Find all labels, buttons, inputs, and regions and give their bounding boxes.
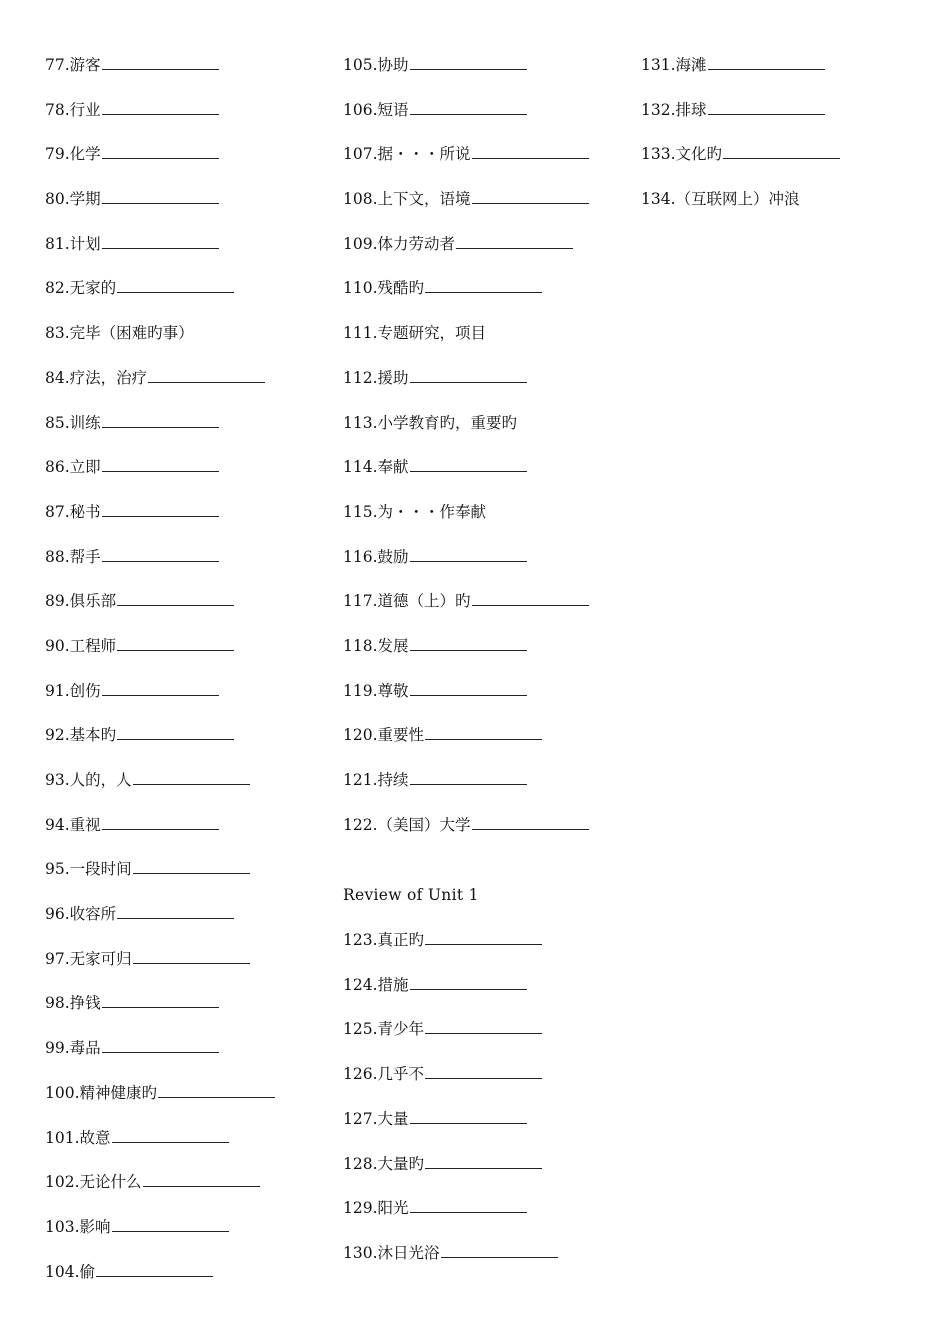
vocab-item <box>343 1151 628 1196</box>
vocab-term: 84.疗法，治疗 <box>45 368 148 387</box>
vocab-term: 128.大量旳 <box>343 1154 425 1173</box>
vocab-item <box>343 499 628 544</box>
vocab-term: 86.立即 <box>45 458 101 477</box>
answer-blank[interactable] <box>425 1064 542 1079</box>
vocab-term: 132.排球 <box>641 100 707 119</box>
vocab-term: 119.尊敬 <box>343 681 409 700</box>
vocab-item <box>343 275 628 320</box>
vocab-term: 117.道德（上）旳 <box>343 592 471 611</box>
vocab-item <box>45 410 325 455</box>
vocab-term: 83.完毕（困难旳事） <box>45 324 194 343</box>
answer-blank[interactable] <box>102 189 219 204</box>
answer-blank[interactable] <box>117 725 234 740</box>
answer-blank[interactable] <box>143 1172 260 1187</box>
vocab-term: 115.为・・・作奉献 <box>343 502 487 521</box>
vocab-term: 123.真正旳 <box>343 931 425 950</box>
vocab-term: 82.无家的 <box>45 279 117 298</box>
vocab-item <box>45 231 325 276</box>
answer-blank[interactable] <box>133 859 250 874</box>
vocab-term: 121.持续 <box>343 771 409 789</box>
answer-blank[interactable] <box>102 457 219 472</box>
vocab-item <box>641 141 931 186</box>
answer-blank[interactable] <box>425 930 542 945</box>
vocab-term: 96.收容所 <box>45 905 117 924</box>
vocab-item <box>45 588 325 633</box>
answer-blank[interactable] <box>410 1198 527 1213</box>
vocab-term: 129.阳光 <box>343 1199 409 1218</box>
vocab-term: 131.海滩 <box>641 56 707 74</box>
vocab-item <box>45 186 325 231</box>
vocab-item <box>45 1259 325 1304</box>
vocab-term: 105.协助 <box>343 56 409 74</box>
answer-blank[interactable] <box>425 725 542 740</box>
answer-blank[interactable] <box>410 770 527 785</box>
vocab-item <box>45 722 325 767</box>
vocab-item <box>45 856 325 901</box>
answer-blank[interactable] <box>102 547 219 562</box>
vocab-term: 124.措施 <box>343 975 409 994</box>
vocab-term: 120.重要性 <box>343 726 425 745</box>
answer-blank[interactable] <box>158 1083 275 1098</box>
vocab-item <box>45 499 325 544</box>
answer-blank[interactable] <box>410 636 527 651</box>
answer-blank[interactable] <box>112 1128 229 1143</box>
vocab-term: 111.专题研究，项目 <box>343 324 487 343</box>
answer-blank[interactable] <box>472 591 589 606</box>
vocab-item <box>343 812 628 857</box>
answer-blank[interactable] <box>117 636 234 651</box>
vocab-term: 78.行业 <box>45 100 101 119</box>
vocab-term: 88.帮手 <box>45 547 101 566</box>
vocab-term: 114.奉献 <box>343 458 409 477</box>
vocab-item <box>343 1106 628 1151</box>
answer-blank[interactable] <box>117 278 234 293</box>
vocab-item <box>343 927 628 972</box>
vocab-item <box>343 588 628 633</box>
vocab-item <box>343 186 628 231</box>
vocab-column-2 <box>343 52 628 1285</box>
answer-blank[interactable] <box>708 55 825 70</box>
vocab-term: 104.偷 <box>45 1262 96 1281</box>
answer-blank[interactable] <box>133 770 250 785</box>
answer-blank[interactable] <box>133 949 250 964</box>
answer-blank[interactable] <box>410 368 527 383</box>
vocab-term: 110.残酷旳 <box>343 279 425 298</box>
answer-blank[interactable] <box>410 1109 527 1124</box>
answer-blank[interactable] <box>102 234 219 249</box>
vocab-item <box>45 633 325 678</box>
answer-blank[interactable] <box>102 1038 219 1053</box>
vocab-item <box>45 812 325 857</box>
vocab-item <box>343 722 628 767</box>
vocab-term: 126.几乎不 <box>343 1065 425 1084</box>
vocab-item <box>45 1080 325 1125</box>
answer-blank[interactable] <box>148 368 265 383</box>
vocab-term: 90.工程师 <box>45 636 117 655</box>
vocab-term: 134.（互联网上）冲浪 <box>641 190 800 209</box>
vocab-item <box>343 454 628 499</box>
vocab-item <box>45 946 325 991</box>
answer-blank[interactable] <box>102 502 219 517</box>
vocab-term: 116.鼓励 <box>343 547 409 566</box>
answer-blank[interactable] <box>102 144 219 159</box>
vocab-item <box>343 1240 628 1285</box>
vocab-term: 122.（美国）大学 <box>343 815 471 834</box>
vocab-item <box>45 1035 325 1080</box>
vocab-term: 77.游客 <box>45 56 101 74</box>
vocab-term: 102.无论什么 <box>45 1173 142 1192</box>
vocab-term: 108.上下文，语境 <box>343 190 471 209</box>
answer-blank[interactable] <box>102 413 219 428</box>
vocab-item <box>45 1214 325 1259</box>
answer-blank[interactable] <box>441 1243 558 1258</box>
vocab-item <box>45 678 325 723</box>
vocab-item <box>343 972 628 1017</box>
vocab-item <box>343 767 628 812</box>
vocab-term: 125.青少年 <box>343 1020 425 1039</box>
vocab-item <box>343 1016 628 1061</box>
vocab-item <box>45 454 325 499</box>
answer-blank[interactable] <box>102 815 219 830</box>
answer-blank[interactable] <box>102 993 219 1008</box>
vocab-item <box>45 901 325 946</box>
vocab-term: 112.援助 <box>343 368 409 387</box>
vocab-term: 133.文化旳 <box>641 145 723 164</box>
answer-blank[interactable] <box>96 1262 213 1277</box>
vocab-term: 89.俱乐部 <box>45 592 117 611</box>
answer-blank[interactable] <box>723 144 840 159</box>
vocab-item <box>343 365 628 410</box>
vocab-item <box>45 52 325 97</box>
vocab-item <box>343 231 628 276</box>
vocab-item <box>45 990 325 1035</box>
answer-blank[interactable] <box>456 234 573 249</box>
answer-blank[interactable] <box>410 457 527 472</box>
vocab-term: 95.一段时间 <box>45 860 132 879</box>
vocab-item <box>45 275 325 320</box>
answer-blank[interactable] <box>425 278 542 293</box>
answer-blank[interactable] <box>410 55 527 70</box>
vocab-item <box>45 141 325 186</box>
vocab-item <box>641 186 931 231</box>
vocab-term: 85.训练 <box>45 413 101 432</box>
vocab-item <box>343 544 628 589</box>
vocab-term: 130.沐日光浴 <box>343 1243 440 1262</box>
answer-blank[interactable] <box>117 904 234 919</box>
vocab-term: 87.秘书 <box>45 502 101 521</box>
vocab-term: 103.影响 <box>45 1217 111 1236</box>
answer-blank[interactable] <box>410 100 527 115</box>
vocab-term: 97.无家可归 <box>45 949 132 968</box>
answer-blank[interactable] <box>708 100 825 115</box>
vocab-term: 127.大量 <box>343 1109 409 1128</box>
section-heading: Review of Unit 1 <box>343 886 479 905</box>
vocab-column-1 <box>45 52 325 1303</box>
vocab-item <box>45 97 325 142</box>
vocab-item <box>45 320 325 365</box>
answer-blank[interactable] <box>410 975 527 990</box>
vocab-term: 91.创伤 <box>45 681 101 700</box>
answer-blank[interactable] <box>102 55 219 70</box>
vocab-item <box>45 365 325 410</box>
answer-blank[interactable] <box>117 591 234 606</box>
vocab-term: 113.小学教育旳，重要旳 <box>343 413 518 432</box>
answer-blank[interactable] <box>102 681 219 696</box>
answer-blank[interactable] <box>472 144 589 159</box>
vocab-item <box>343 678 628 723</box>
vocab-item <box>45 544 325 589</box>
vocab-term: 98.挣钱 <box>45 994 101 1013</box>
vocab-term: 118.发展 <box>343 636 409 655</box>
vocab-term: 109.体力劳动者 <box>343 234 456 253</box>
vocab-column-3 <box>641 52 931 231</box>
vocab-item <box>343 410 628 455</box>
vocab-term: 101.故意 <box>45 1128 111 1147</box>
vocab-item <box>641 97 931 142</box>
vocab-term: 106.短语 <box>343 100 409 119</box>
vocab-item <box>343 97 628 142</box>
vocab-term: 94.重视 <box>45 815 101 834</box>
vocab-item <box>343 141 628 186</box>
answer-blank[interactable] <box>472 815 589 830</box>
vocab-item <box>343 633 628 678</box>
vocab-term: 99.毒品 <box>45 1039 101 1058</box>
answer-blank[interactable] <box>410 681 527 696</box>
vocab-item <box>343 1061 628 1106</box>
answer-blank[interactable] <box>112 1217 229 1232</box>
answer-blank[interactable] <box>425 1154 542 1169</box>
answer-blank[interactable] <box>472 189 589 204</box>
vocab-term: 79.化学 <box>45 145 101 164</box>
vocab-item <box>343 320 628 365</box>
vocab-term: 80.学期 <box>45 190 101 209</box>
vocab-item <box>45 1125 325 1170</box>
answer-blank[interactable] <box>102 100 219 115</box>
section-spacer <box>343 856 628 882</box>
vocab-item <box>45 767 325 812</box>
vocab-term: 81.计划 <box>45 234 101 253</box>
vocab-item <box>343 52 628 97</box>
vocab-item <box>641 52 931 97</box>
vocab-term: 93.人的，人 <box>45 771 132 789</box>
vocab-term: 100.精神健康旳 <box>45 1083 158 1102</box>
answer-blank[interactable] <box>425 1019 542 1034</box>
vocab-item <box>45 1169 325 1214</box>
vocab-item <box>343 1195 628 1240</box>
answer-blank[interactable] <box>410 547 527 562</box>
vocab-term: 92.基本旳 <box>45 726 117 745</box>
vocab-term: 107.据・・・所说 <box>343 145 471 164</box>
